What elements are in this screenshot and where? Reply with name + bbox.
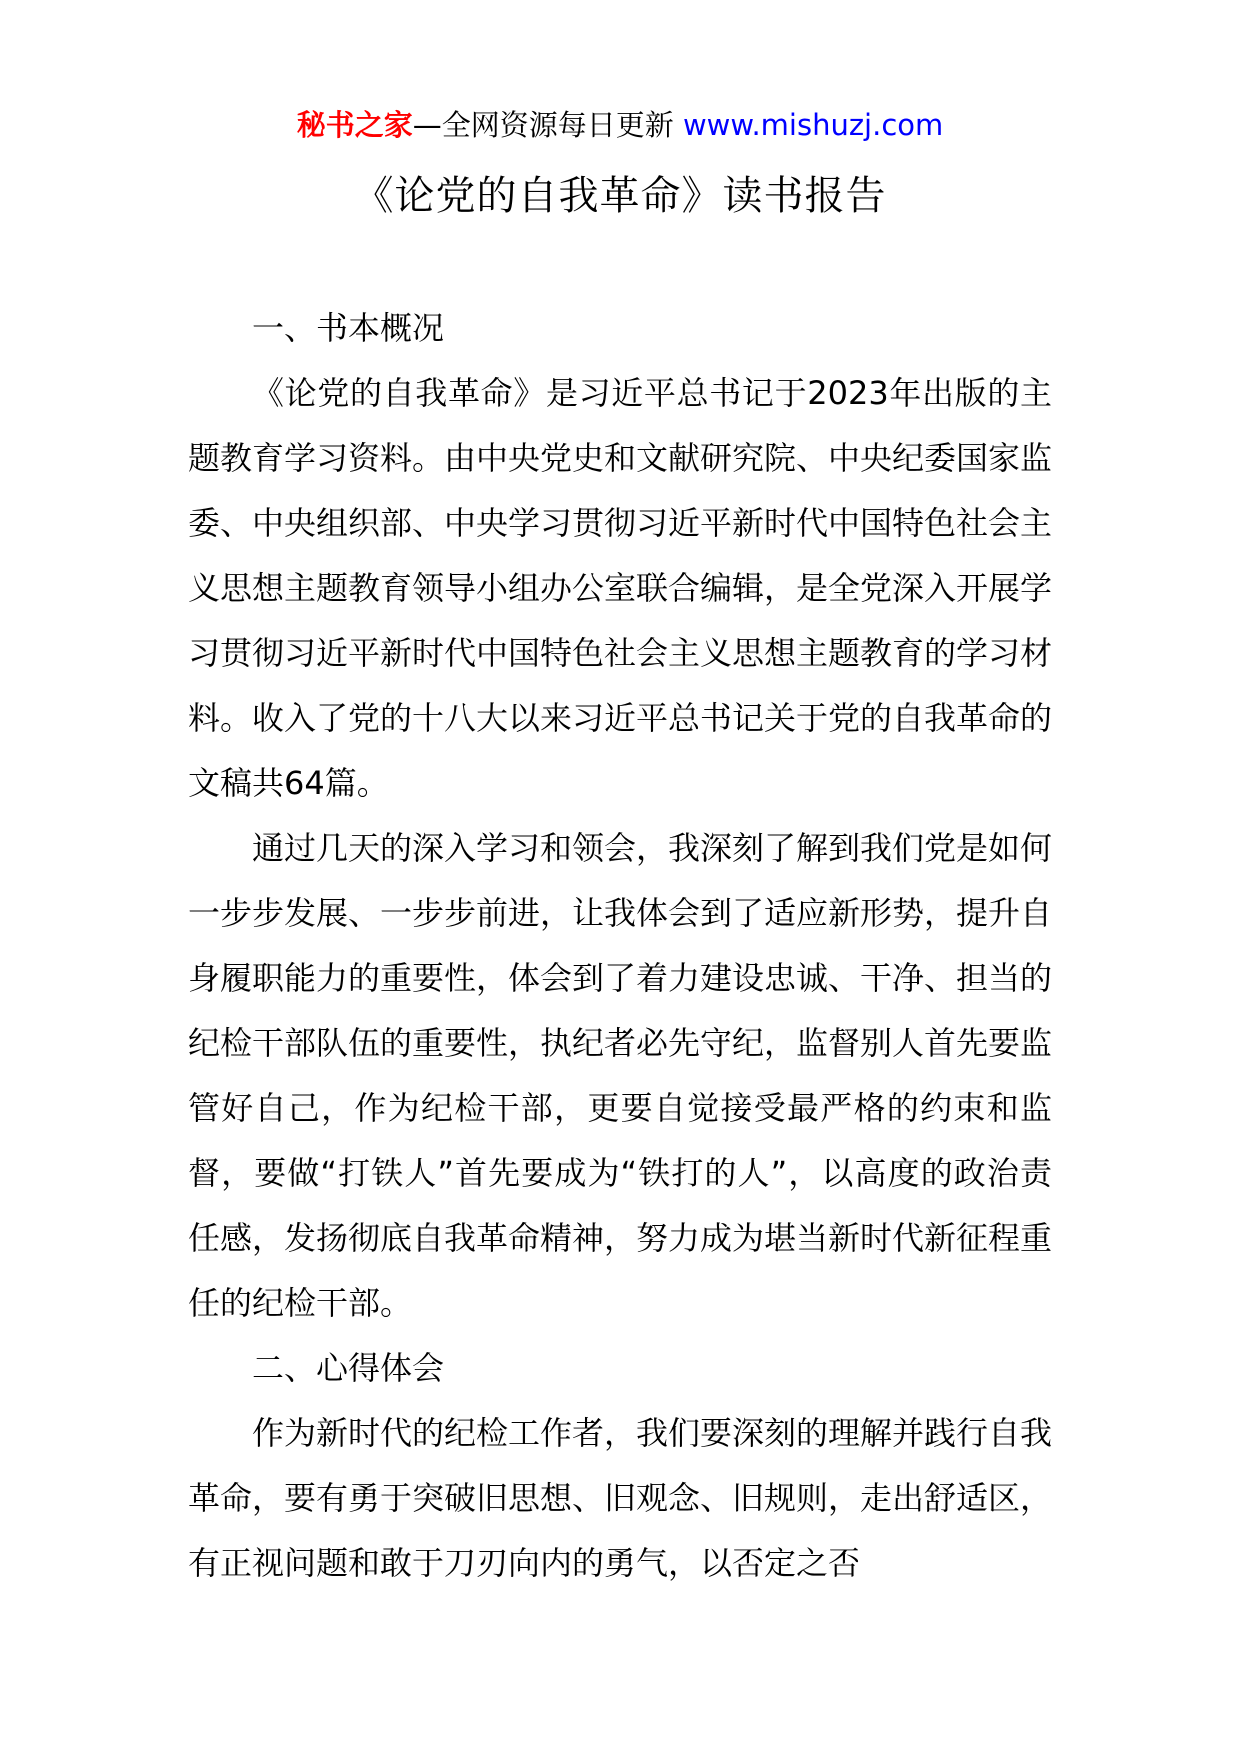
document-body <box>188 296 1052 1596</box>
brand-name: 秘书之家 <box>296 108 413 142</box>
section-heading-insights: 二、心得体会 <box>252 1349 445 1387</box>
watermark-header <box>0 105 1240 145</box>
document-title: 《论党的自我革命》读书报告 <box>353 173 887 219</box>
header-tagline: —全网资源每日更新 <box>412 108 674 142</box>
section-heading-overview: 一、书本概况 <box>252 309 445 347</box>
paragraph-insights: 作为新时代的纪检工作者，我们要深刻的理解并践行自我革命，要有勇于突破旧思想、旧观念、旧规则，走出舒适区，有正视问题和敢于刀刃向内的勇气，以否定之否 <box>188 1414 1053 1582</box>
paragraph-book-overview: 《论党的自我革命》是习近平总书记于2023年出版的主题教育学习资料。由中央党史和文献研究院、中央纪委国家监委、中央组织部、中央学习贯彻习近平新时代中国特色社会主义思想主题教育领导小组办公室联合编辑，是全党深入开展学习贯彻习近平新时代中国特色社会主义思想主题教育的学习材料。收入了党的十八大以来习近平总书记关于党的自我革命的文稿共64篇。 <box>188 374 1053 802</box>
website-link[interactable]: www.mishuzj.com <box>682 108 944 142</box>
paragraph-study-reflection: 通过几天的深入学习和领会，我深刻了解到我们党是如何一步步发展、一步步前进，让我体会到了适应新形势，提升自身履职能力的重要性，体会到了着力建设忠诚、干净、担当的纪检干部队伍的重要性，执纪者必先守纪，监督别人首先要监管好自己，作为纪检干部，更要自觉接受最严格的约束和监督，要做“打铁人”首先要成为“铁打的人”，以高度的政治责任感，发扬彻底自我革命精神，努力成为堪当新时代新征程重任的纪检干部。 <box>188 829 1053 1322</box>
